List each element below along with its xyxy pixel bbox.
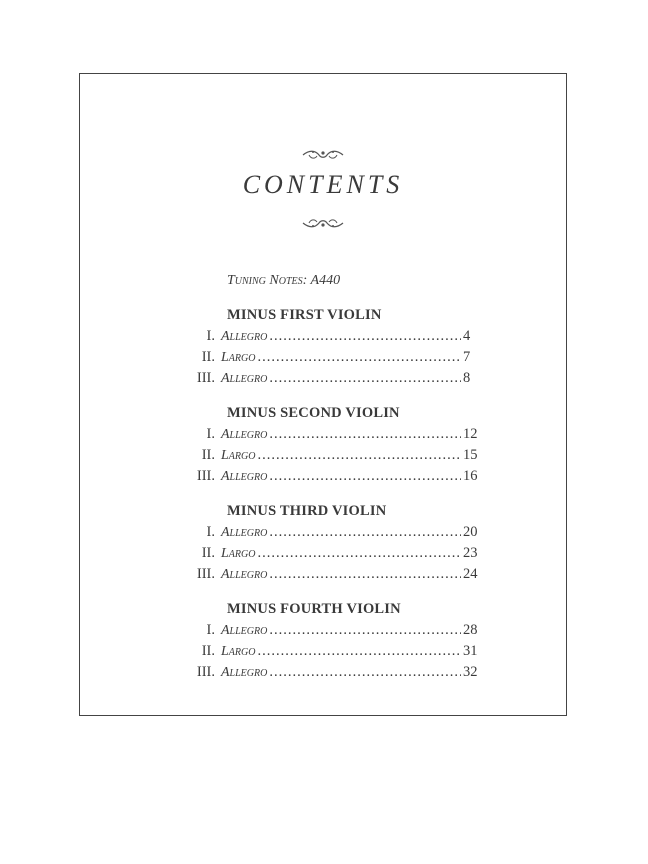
page-number: 32 <box>463 664 478 680</box>
movement-number: II. <box>201 447 215 463</box>
tuning-notes[interactable]: Tuning Notes: A440 <box>227 273 341 288</box>
toc-entry[interactable] <box>181 326 481 347</box>
movement-title: Allegro <box>221 525 268 540</box>
toc-entry[interactable] <box>181 347 481 368</box>
toc-entry[interactable] <box>181 641 481 662</box>
toc-section <box>181 598 481 683</box>
movement-title: Largo <box>221 644 256 659</box>
movement-title: Allegro <box>221 623 268 638</box>
toc-section <box>181 500 481 585</box>
dot-leader <box>269 564 461 585</box>
movement-number: III. <box>196 370 215 386</box>
movement-number: III. <box>196 468 215 484</box>
page-number: 4 <box>463 328 471 344</box>
toc-entry[interactable] <box>181 662 481 683</box>
dot-leader <box>257 641 461 662</box>
toc-entry[interactable] <box>181 466 481 487</box>
toc-entry[interactable] <box>181 424 481 445</box>
page-number: 23 <box>463 545 478 561</box>
page-number: 7 <box>463 349 471 365</box>
movement-number: I. <box>206 328 215 344</box>
toc-entry[interactable] <box>181 620 481 641</box>
movement-title: Allegro <box>221 665 268 680</box>
section-heading: MINUS SECOND VIOLIN <box>227 405 400 421</box>
section-heading: MINUS FOURTH VIOLIN <box>227 601 401 617</box>
toc-entry[interactable] <box>181 522 481 543</box>
toc-entry[interactable] <box>181 543 481 564</box>
movement-title: Allegro <box>221 427 268 442</box>
movement-title: Allegro <box>221 567 268 582</box>
dot-leader <box>257 347 461 368</box>
page-number: 12 <box>463 426 478 442</box>
movement-number: II. <box>201 349 215 365</box>
toc-section <box>181 402 481 487</box>
movement-title: Allegro <box>221 469 268 484</box>
movement-number: III. <box>196 566 215 582</box>
movement-number: III. <box>196 664 215 680</box>
dot-leader <box>257 543 461 564</box>
toc-entry[interactable] <box>181 445 481 466</box>
dot-leader <box>269 326 461 347</box>
movement-title: Largo <box>221 546 256 561</box>
page-number: 16 <box>463 468 478 484</box>
page-number: 31 <box>463 643 478 659</box>
movement-number: I. <box>206 622 215 638</box>
dot-leader <box>269 424 461 445</box>
movement-title: Allegro <box>221 329 268 344</box>
page-number: 20 <box>463 524 478 540</box>
dot-leader <box>269 620 461 641</box>
movement-title: Largo <box>221 448 256 463</box>
page-number: 8 <box>463 370 471 386</box>
section-heading: MINUS FIRST VIOLIN <box>227 307 382 323</box>
movement-number: II. <box>201 545 215 561</box>
page-number: 24 <box>463 566 478 582</box>
section-heading: MINUS THIRD VIOLIN <box>227 503 387 519</box>
page-frame <box>79 73 567 716</box>
flourish-ornament-icon <box>301 149 345 161</box>
movement-number: I. <box>206 426 215 442</box>
dot-leader <box>269 368 461 389</box>
page-number: 15 <box>463 447 478 463</box>
toc-entry[interactable] <box>181 564 481 585</box>
toc-section <box>181 304 481 389</box>
page-title: CONTENTS <box>242 170 404 199</box>
movement-title: Allegro <box>221 371 268 386</box>
table-of-contents <box>181 272 481 696</box>
flourish-ornament-icon <box>301 217 345 229</box>
movement-number: II. <box>201 643 215 659</box>
dot-leader <box>269 522 461 543</box>
dot-leader <box>257 445 461 466</box>
movement-number: I. <box>206 524 215 540</box>
dot-leader <box>269 466 461 487</box>
dot-leader <box>269 662 461 683</box>
toc-entry[interactable] <box>181 368 481 389</box>
page-number: 28 <box>463 622 478 638</box>
movement-title: Largo <box>221 350 256 365</box>
